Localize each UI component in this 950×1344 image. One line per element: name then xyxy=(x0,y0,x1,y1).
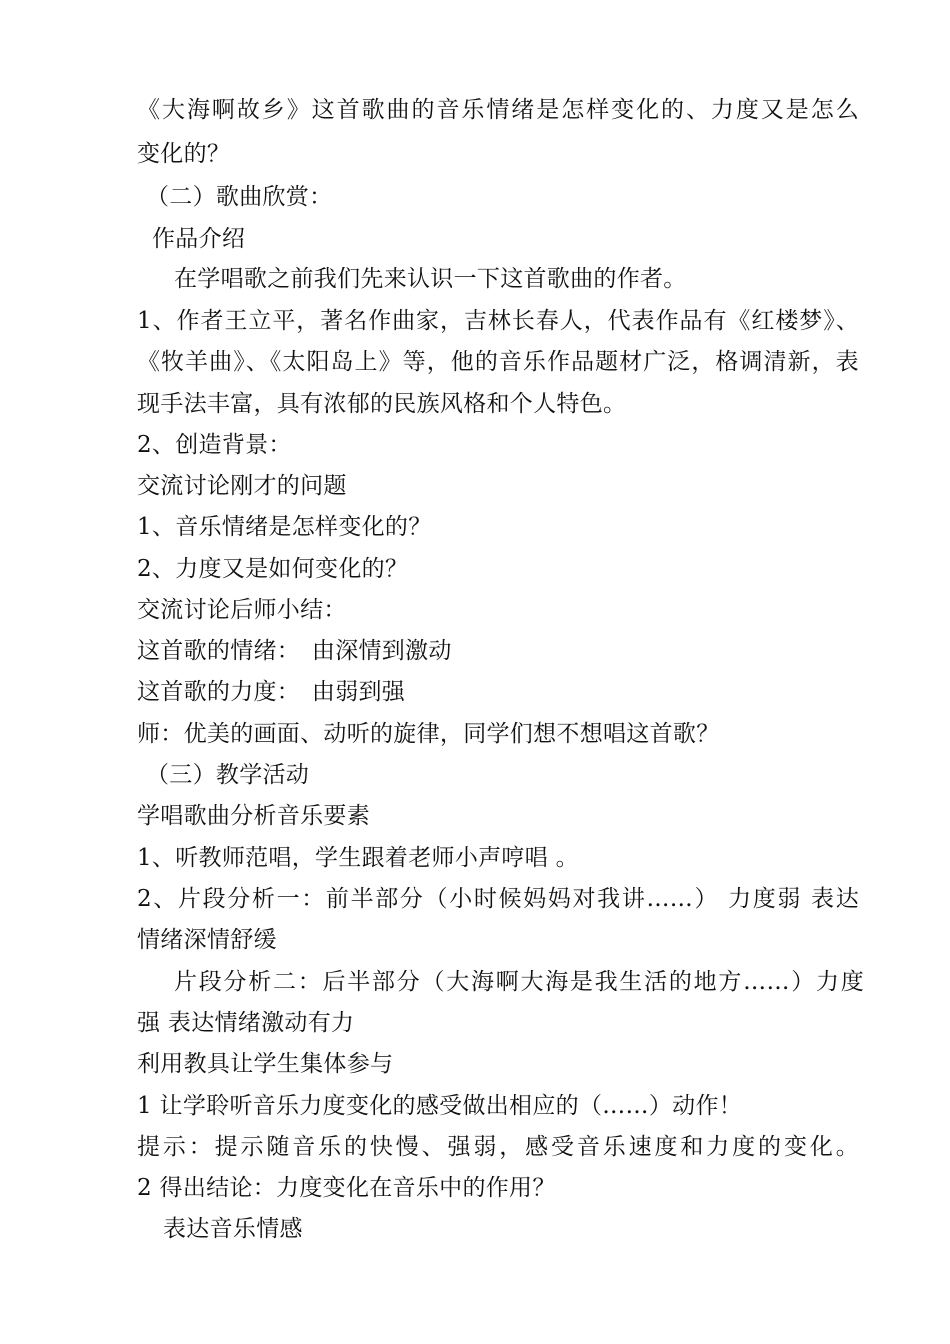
text-line: 《大海啊故乡》这首歌曲的音乐情绪是怎样变化的、力度又是怎么 xyxy=(137,97,859,123)
text-line: 1、音乐情绪是怎样变化的？ xyxy=(137,514,432,540)
text-line: 利用教具让学生集体参与 xyxy=(137,1051,394,1077)
section-heading: （二）歌曲欣赏： xyxy=(146,184,333,210)
text-line: 2、创造背景： xyxy=(137,432,292,458)
text-line: 片段分析二：后半部分（大海啊大海是我生活的地方……）力度 xyxy=(174,969,864,995)
text-line: 这首歌的力度： 由弱到强 xyxy=(137,679,406,705)
text-line: 情绪深情舒缓 xyxy=(137,927,277,953)
text-line: 《牧羊曲》、《太阳岛上》等，他的音乐作品题材广泛，格调清新，表 xyxy=(137,349,859,375)
text-line: 变化的？ xyxy=(137,141,231,167)
text-line: 1 让学聆听音乐力度变化的感受做出相应的（……）动作！ xyxy=(137,1093,743,1119)
text-line: 表达音乐情感 xyxy=(163,1216,303,1242)
text-line: 强 表达情绪激动有力 xyxy=(137,1010,355,1036)
text-line: 现手法丰富，具有浓郁的民族风格和个人特色。 xyxy=(137,391,627,417)
text-line: 1、作者王立平，著名作曲家，吉林长春人，代表作品有《红楼梦》、 xyxy=(137,308,859,334)
text-line: 在学唱歌之前我们先来认识一下这首歌曲的作者。 xyxy=(174,266,687,292)
text-line: 交流讨论刚才的问题 xyxy=(137,473,347,499)
section-heading: （三）教学活动 xyxy=(146,762,310,788)
text-line: 提示：提示随音乐的快慢、强弱，感受音乐速度和力度的变化。 xyxy=(137,1134,859,1160)
text-line: 2、力度又是如何变化的？ xyxy=(137,556,409,582)
subheading: 作品介绍 xyxy=(152,226,246,252)
text-line: 1、听教师范唱，学生跟着老师小声哼唱 。 xyxy=(137,845,579,871)
text-line: 师：优美的画面、动听的旋律，同学们想不想唱这首歌？ xyxy=(137,721,720,747)
text-line: 这首歌的情绪： 由深情到激动 xyxy=(137,638,452,664)
text-line: 学唱歌曲分析音乐要素 xyxy=(137,803,370,829)
text-line: 2 得出结论：力度变化在音乐中的作用？ xyxy=(137,1175,556,1201)
text-line: 2、片段分析一：前半部分（小时候妈妈对我讲……） 力度弱 表达 xyxy=(137,886,859,912)
text-line: 交流讨论后师小结： xyxy=(137,597,347,623)
